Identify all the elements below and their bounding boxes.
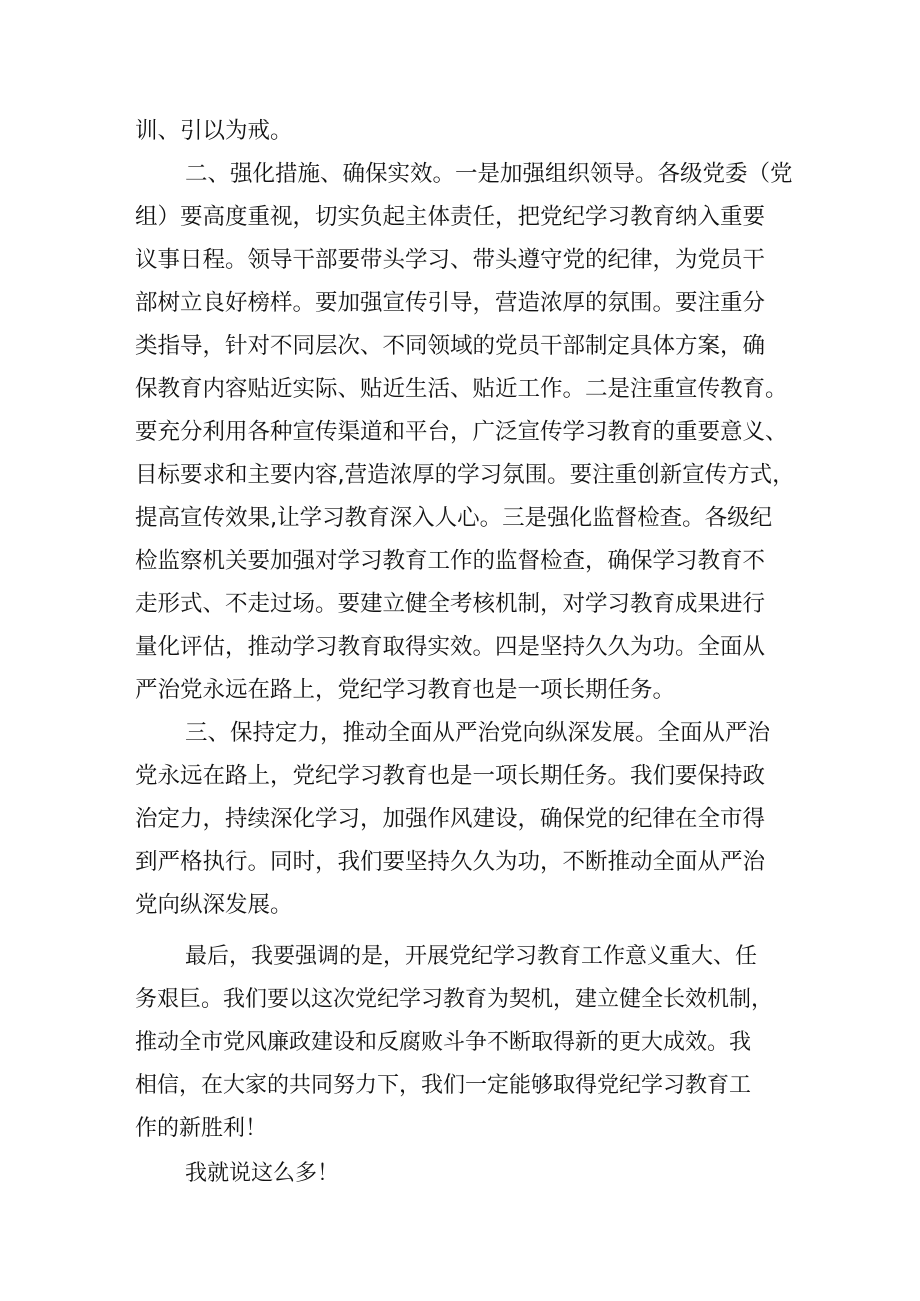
text-line: 目标要求和主要内容,营造浓厚的学习氛围。要注重创新宣传方式，	[135, 462, 795, 488]
text-line: 训、引以为戒。	[135, 118, 293, 144]
text-line: 组）要高度重视，切实负起主体责任，把党纪学习教育纳入重要	[135, 204, 766, 230]
text-line: 严治党永远在路上，党纪学习教育也是一项长期任务。	[135, 677, 676, 703]
text-line: 要充分利用各种宣传渠道和平台，广泛宣传学习教育的重要意义、	[135, 419, 788, 445]
text-line: 务艰巨。我们要以这次党纪学习教育为契机，建立健全长效机制，	[135, 987, 774, 1012]
closing-remark: 我就说这么多！	[185, 1161, 340, 1186]
text-line: 治定力，持续深化学习，加强作风建设，确保党的纪律在全市得	[135, 806, 766, 832]
text-line: 推动全市党风廉政建设和反腐败斗争不断取得新的更大成效。我	[135, 1030, 752, 1055]
text-line: 保教育内容贴近实际、贴近生活、贴近工作。二是注重宣传教育。	[135, 376, 788, 402]
text-line: 党向纵深发展。	[135, 892, 293, 918]
text-line: 提高宣传效果,让学习教育深入人心。三是强化监督检查。各级纪	[135, 505, 773, 531]
text-line: 走形式、不走过场。要建立健全考核机制，对学习教育成果进行	[135, 591, 766, 617]
text-line: 党永远在路上，党纪学习教育也是一项长期任务。我们要保持政	[135, 763, 766, 789]
text-line: 到严格执行。同时，我们要坚持久久为功，不断推动全面从严治	[135, 849, 766, 875]
text-line: 部树立良好榜样。要加强宣传引导，营造浓厚的氛围。要注重分	[135, 290, 766, 316]
text-line: 相信，在大家的共同努力下，我们一定能够取得党纪学习教育工	[135, 1073, 752, 1098]
text-line: 量化评估，推动学习教育取得实效。四是坚持久久为功。全面从	[135, 634, 766, 660]
text-line: 作的新胜利！	[135, 1116, 268, 1141]
section-heading-2: 二、强化措施、确保实效。一是加强组织领导。各级党委（党	[185, 161, 793, 187]
section-heading-3: 三、保持定力，推动全面从严治党向纵深发展。全面从严治	[185, 720, 771, 746]
text-line: 检监察机关要加强对学习教育工作的监督检查，确保学习教育不	[135, 548, 766, 574]
closing-paragraph-start: 最后，我要强调的是，开展党纪学习教育工作意义重大、任	[185, 944, 758, 969]
text-line: 议事日程。领导干部要带头学习、带头遵守党的纪律，为党员干	[135, 247, 766, 273]
text-line: 类指导，针对不同层次、不同领域的党员干部制定具体方案，确	[135, 333, 766, 359]
